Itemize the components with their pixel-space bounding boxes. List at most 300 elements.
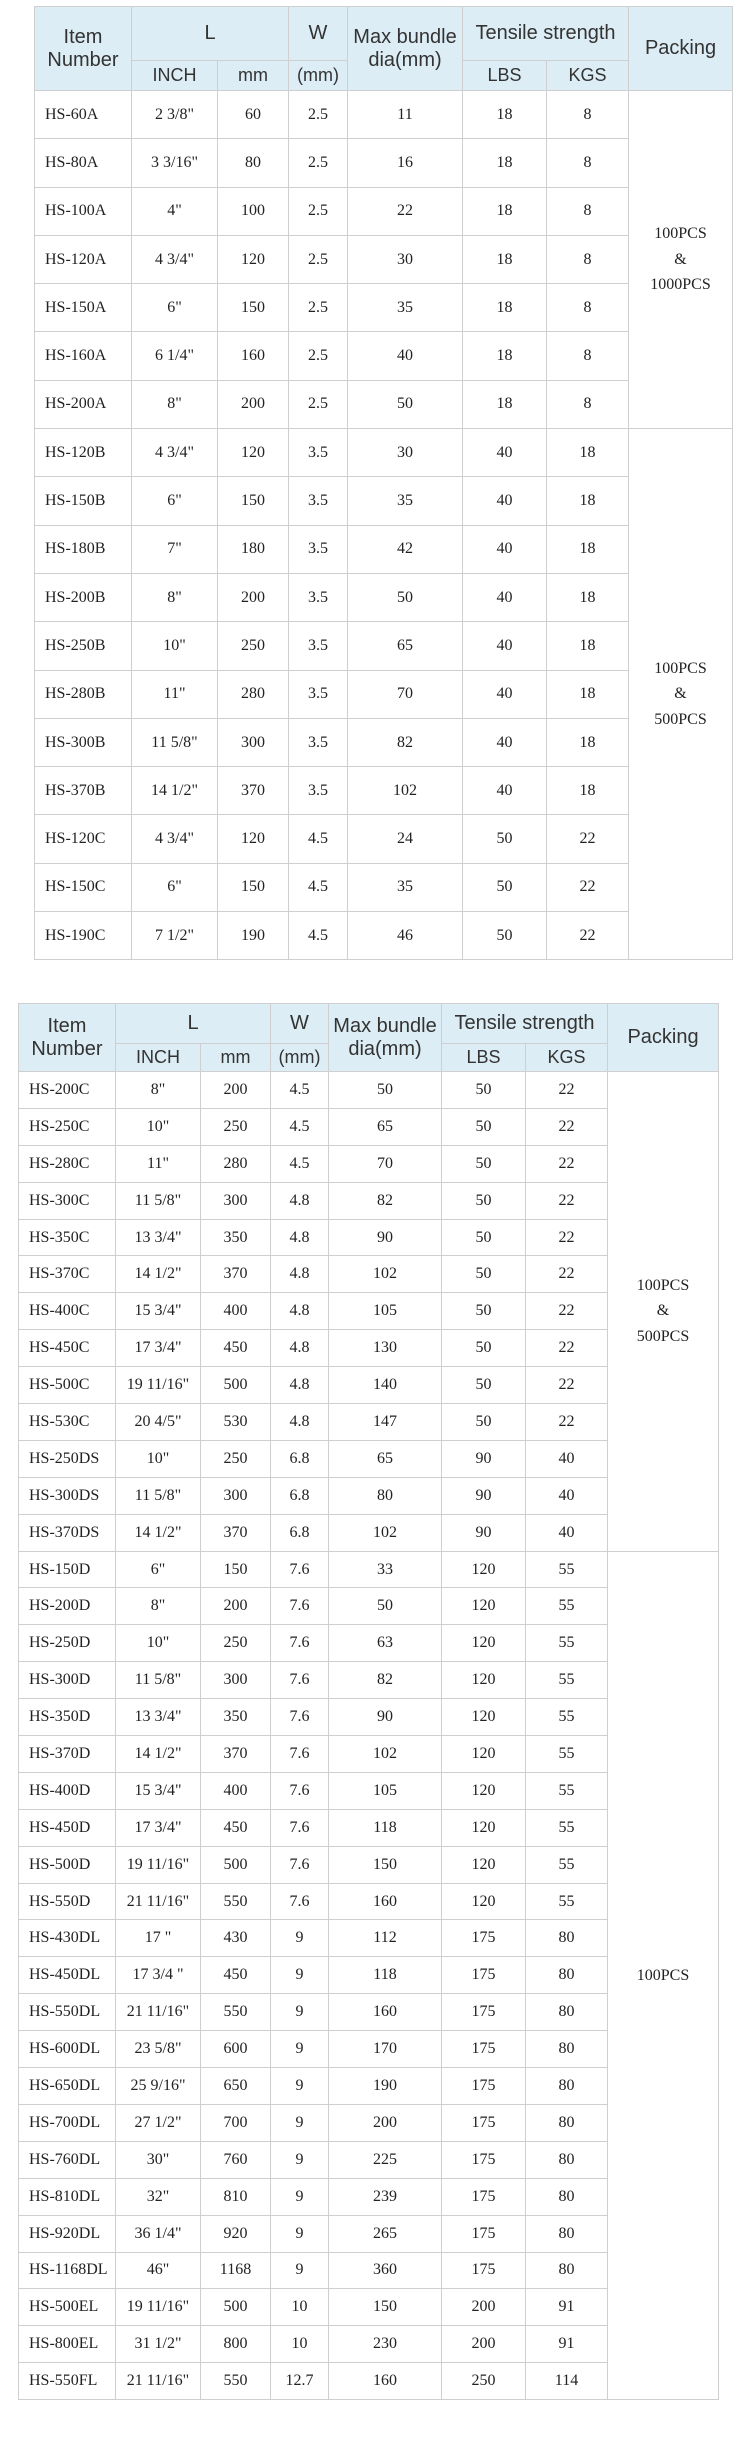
header-lbs: LBS [442, 1044, 526, 1072]
cell-max-bundle-dia: 170 [329, 2031, 442, 2068]
cell-tensile-lbs: 40 [463, 622, 547, 670]
header-kgs: KGS [526, 1044, 608, 1072]
cell-max-bundle-dia: 190 [329, 2068, 442, 2105]
header-width-unit: (mm) [289, 61, 348, 91]
cell-length-mm: 400 [201, 1772, 271, 1809]
cell-width-mm: 4.8 [271, 1256, 329, 1293]
cell-width-mm: 9 [271, 2252, 329, 2289]
spec-table-2-body [19, 1072, 719, 2400]
spec-table-2 [18, 1003, 719, 2400]
cell-length-inch: 17 3/4" [116, 1330, 201, 1367]
header-width-unit: (mm) [271, 1044, 329, 1072]
cell-width-mm: 7.6 [271, 1883, 329, 1920]
cell-width-mm: 2.5 [289, 332, 348, 380]
packing-line: & [674, 685, 687, 703]
cell-item-number: HS-400C [19, 1293, 116, 1330]
cell-max-bundle-dia: 160 [329, 1883, 442, 1920]
cell-max-bundle-dia: 24 [348, 815, 463, 863]
cell-tensile-kgs: 8 [547, 91, 629, 139]
cell-width-mm: 7.6 [271, 1551, 329, 1588]
header-max-bundle: Max bundle dia(mm) [348, 7, 463, 91]
cell-tensile-lbs: 50 [442, 1256, 526, 1293]
cell-tensile-kgs: 91 [526, 2289, 608, 2326]
cell-tensile-kgs: 80 [526, 2068, 608, 2105]
cell-item-number: HS-60A [35, 91, 132, 139]
cell-length-mm: 250 [218, 622, 289, 670]
table-row [35, 815, 733, 863]
cell-tensile-lbs: 18 [463, 332, 547, 380]
cell-item-number: HS-200A [35, 380, 132, 428]
cell-length-mm: 500 [201, 2289, 271, 2326]
cell-width-mm: 6.8 [271, 1514, 329, 1551]
cell-tensile-kgs: 8 [547, 332, 629, 380]
cell-length-mm: 550 [201, 1994, 271, 2031]
cell-max-bundle-dia: 63 [329, 1625, 442, 1662]
cell-tensile-lbs: 50 [442, 1108, 526, 1145]
cell-max-bundle-dia: 102 [348, 767, 463, 815]
cell-tensile-lbs: 120 [442, 1846, 526, 1883]
cell-length-inch: 17 3/4" [116, 1809, 201, 1846]
cell-length-inch: 8" [116, 1588, 201, 1625]
cell-width-mm: 4.8 [271, 1404, 329, 1441]
cell-item-number: HS-810DL [19, 2178, 116, 2215]
cell-max-bundle-dia: 65 [329, 1108, 442, 1145]
cell-length-inch: 7 1/2" [132, 912, 218, 960]
cell-tensile-lbs: 40 [463, 670, 547, 718]
cell-length-mm: 430 [201, 1920, 271, 1957]
cell-item-number: HS-500EL [19, 2289, 116, 2326]
cell-max-bundle-dia: 65 [348, 622, 463, 670]
table-row [35, 525, 733, 573]
packing-line: 100PCS [654, 225, 707, 243]
cell-tensile-kgs: 8 [547, 187, 629, 235]
cell-width-mm: 7.6 [271, 1699, 329, 1736]
cell-width-mm: 9 [271, 2104, 329, 2141]
cell-tensile-lbs: 175 [442, 2068, 526, 2105]
cell-max-bundle-dia: 160 [329, 2363, 442, 2400]
table-row [35, 718, 733, 766]
cell-tensile-kgs: 18 [547, 767, 629, 815]
cell-tensile-lbs: 50 [442, 1293, 526, 1330]
cell-length-inch: 32" [116, 2178, 201, 2215]
cell-length-mm: 810 [201, 2178, 271, 2215]
cell-tensile-lbs: 120 [442, 1736, 526, 1773]
cell-length-inch: 10" [116, 1108, 201, 1145]
header-inch: INCH [116, 1044, 201, 1072]
cell-tensile-lbs: 250 [442, 2363, 526, 2400]
cell-item-number: HS-150C [35, 863, 132, 911]
spec-table-1-body [35, 91, 733, 960]
cell-item-number: HS-100A [35, 187, 132, 235]
cell-tensile-lbs: 40 [463, 525, 547, 573]
cell-length-mm: 120 [218, 235, 289, 283]
cell-width-mm: 9 [271, 1957, 329, 1994]
cell-width-mm: 4.8 [271, 1367, 329, 1404]
cell-tensile-kgs: 8 [547, 139, 629, 187]
cell-length-inch: 11 5/8" [132, 718, 218, 766]
table-row [19, 1551, 719, 1588]
cell-tensile-kgs: 80 [526, 1994, 608, 2031]
cell-tensile-lbs: 50 [463, 863, 547, 911]
cell-tensile-kgs: 55 [526, 1772, 608, 1809]
cell-tensile-lbs: 50 [442, 1219, 526, 1256]
cell-tensile-kgs: 18 [547, 573, 629, 621]
cell-tensile-kgs: 80 [526, 2141, 608, 2178]
cell-tensile-lbs: 50 [442, 1330, 526, 1367]
cell-tensile-lbs: 50 [463, 912, 547, 960]
cell-length-inch: 15 3/4" [116, 1772, 201, 1809]
cell-length-mm: 530 [201, 1404, 271, 1441]
cell-width-mm: 9 [271, 1994, 329, 2031]
table-row [35, 670, 733, 718]
cell-width-mm: 9 [271, 2068, 329, 2105]
cell-packing [608, 1551, 719, 2399]
cell-tensile-lbs: 50 [442, 1145, 526, 1182]
cell-width-mm: 9 [271, 2215, 329, 2252]
header-mm: mm [201, 1044, 271, 1072]
cell-width-mm: 9 [271, 1920, 329, 1957]
cell-length-inch: 19 11/16" [116, 1846, 201, 1883]
cell-tensile-kgs: 55 [526, 1551, 608, 1588]
cell-tensile-kgs: 18 [547, 525, 629, 573]
cell-tensile-lbs: 175 [442, 1957, 526, 1994]
cell-max-bundle-dia: 102 [329, 1256, 442, 1293]
cell-length-mm: 200 [201, 1588, 271, 1625]
cell-tensile-kgs: 80 [526, 2252, 608, 2289]
cell-length-mm: 370 [201, 1256, 271, 1293]
cell-width-mm: 4.8 [271, 1330, 329, 1367]
table-row [35, 912, 733, 960]
cell-length-inch: 25 9/16" [116, 2068, 201, 2105]
cell-tensile-kgs: 22 [547, 912, 629, 960]
cell-max-bundle-dia: 70 [329, 1145, 442, 1182]
cell-length-mm: 180 [218, 525, 289, 573]
cell-tensile-lbs: 120 [442, 1809, 526, 1846]
header-length: L [132, 7, 289, 61]
cell-tensile-kgs: 40 [526, 1477, 608, 1514]
table-row [35, 284, 733, 332]
cell-width-mm: 9 [271, 2141, 329, 2178]
table-row [35, 187, 733, 235]
cell-item-number: HS-500D [19, 1846, 116, 1883]
cell-item-number: HS-450D [19, 1809, 116, 1846]
cell-tensile-kgs: 55 [526, 1846, 608, 1883]
spec-table-1 [34, 6, 733, 960]
cell-length-inch: 20 4/5" [116, 1404, 201, 1441]
cell-tensile-lbs: 120 [442, 1883, 526, 1920]
cell-length-inch: 10" [116, 1625, 201, 1662]
cell-length-mm: 550 [201, 2363, 271, 2400]
cell-tensile-lbs: 90 [442, 1440, 526, 1477]
cell-item-number: HS-250C [19, 1108, 116, 1145]
cell-length-mm: 370 [201, 1514, 271, 1551]
cell-item-number: HS-200D [19, 1588, 116, 1625]
cell-item-number: HS-120B [35, 429, 132, 477]
cell-length-inch: 31 1/2" [116, 2326, 201, 2363]
cell-length-mm: 150 [218, 284, 289, 332]
cell-length-inch: 8" [132, 380, 218, 428]
cell-item-number: HS-120C [35, 815, 132, 863]
header-width: W [271, 1004, 329, 1044]
cell-max-bundle-dia: 150 [329, 1846, 442, 1883]
cell-item-number: HS-300C [19, 1182, 116, 1219]
cell-max-bundle-dia: 82 [348, 718, 463, 766]
cell-tensile-kgs: 55 [526, 1883, 608, 1920]
cell-tensile-lbs: 50 [442, 1072, 526, 1109]
cell-max-bundle-dia: 30 [348, 429, 463, 477]
cell-tensile-lbs: 50 [442, 1404, 526, 1441]
cell-length-mm: 250 [201, 1625, 271, 1662]
cell-max-bundle-dia: 40 [348, 332, 463, 380]
cell-tensile-lbs: 50 [442, 1182, 526, 1219]
packing-line: 500PCS [654, 711, 707, 728]
cell-tensile-lbs: 120 [442, 1588, 526, 1625]
cell-max-bundle-dia: 105 [329, 1772, 442, 1809]
cell-length-inch: 10" [132, 622, 218, 670]
cell-item-number: HS-400D [19, 1772, 116, 1809]
cell-length-inch: 36 1/4" [116, 2215, 201, 2252]
cell-item-number: HS-300B [35, 718, 132, 766]
cell-max-bundle-dia: 46 [348, 912, 463, 960]
cell-max-bundle-dia: 65 [329, 1440, 442, 1477]
cell-length-inch: 6" [132, 284, 218, 332]
cell-width-mm: 3.5 [289, 622, 348, 670]
table-row [35, 235, 733, 283]
cell-item-number: HS-180B [35, 525, 132, 573]
cell-tensile-kgs: 55 [526, 1588, 608, 1625]
cell-width-mm: 7.6 [271, 1772, 329, 1809]
cell-tensile-lbs: 18 [463, 187, 547, 235]
cell-max-bundle-dia: 102 [329, 1736, 442, 1773]
cell-length-mm: 250 [201, 1440, 271, 1477]
cell-width-mm: 6.8 [271, 1440, 329, 1477]
cell-width-mm: 2.5 [289, 235, 348, 283]
cell-item-number: HS-370C [19, 1256, 116, 1293]
cell-length-inch: 7" [132, 525, 218, 573]
cell-max-bundle-dia: 265 [329, 2215, 442, 2252]
cell-length-inch: 27 1/2" [116, 2104, 201, 2141]
packing-line: 1000PCS [650, 276, 711, 294]
cell-max-bundle-dia: 30 [348, 235, 463, 283]
cell-item-number: HS-600DL [19, 2031, 116, 2068]
cell-length-mm: 920 [201, 2215, 271, 2252]
cell-item-number: HS-370D [19, 1736, 116, 1773]
cell-item-number: HS-530C [19, 1404, 116, 1441]
cell-tensile-lbs: 120 [442, 1772, 526, 1809]
cell-width-mm: 4.8 [271, 1293, 329, 1330]
cell-max-bundle-dia: 230 [329, 2326, 442, 2363]
cell-length-mm: 500 [201, 1367, 271, 1404]
header-item-number: Item Number [19, 1004, 116, 1072]
cell-item-number: HS-650DL [19, 2068, 116, 2105]
cell-tensile-kgs: 91 [526, 2326, 608, 2363]
cell-length-inch: 11" [132, 670, 218, 718]
cell-tensile-kgs: 40 [526, 1514, 608, 1551]
cell-tensile-lbs: 90 [442, 1514, 526, 1551]
cell-width-mm: 2.5 [289, 187, 348, 235]
cell-tensile-lbs: 50 [463, 815, 547, 863]
cell-width-mm: 3.5 [289, 429, 348, 477]
cell-item-number: HS-280C [19, 1145, 116, 1182]
cell-length-mm: 200 [201, 1072, 271, 1109]
cell-tensile-kgs: 18 [547, 477, 629, 525]
cell-length-inch: 46" [116, 2252, 201, 2289]
cell-tensile-lbs: 18 [463, 139, 547, 187]
cell-tensile-kgs: 22 [526, 1182, 608, 1219]
cell-max-bundle-dia: 16 [348, 139, 463, 187]
cell-tensile-lbs: 175 [442, 2252, 526, 2289]
header-tensile: Tensile strength [463, 7, 629, 61]
cell-length-inch: 13 3/4" [116, 1219, 201, 1256]
cell-item-number: HS-200B [35, 573, 132, 621]
table-row [35, 622, 733, 670]
table-row [35, 573, 733, 621]
cell-item-number: HS-550D [19, 1883, 116, 1920]
cell-max-bundle-dia: 225 [329, 2141, 442, 2178]
cell-length-mm: 200 [218, 573, 289, 621]
cell-item-number: HS-370DS [19, 1514, 116, 1551]
cell-max-bundle-dia: 147 [329, 1404, 442, 1441]
cell-item-number: HS-450DL [19, 1957, 116, 1994]
cell-width-mm: 7.6 [271, 1736, 329, 1773]
cell-length-inch: 30" [116, 2141, 201, 2178]
cell-tensile-lbs: 120 [442, 1625, 526, 1662]
cell-max-bundle-dia: 50 [348, 573, 463, 621]
cell-tensile-kgs: 55 [526, 1736, 608, 1773]
cell-width-mm: 3.5 [289, 573, 348, 621]
cell-packing [629, 429, 733, 960]
cell-width-mm: 3.5 [289, 767, 348, 815]
cell-max-bundle-dia: 50 [329, 1072, 442, 1109]
cell-length-mm: 60 [218, 91, 289, 139]
cell-width-mm: 4.5 [271, 1145, 329, 1182]
cell-item-number: HS-80A [35, 139, 132, 187]
cell-tensile-lbs: 175 [442, 2031, 526, 2068]
cell-tensile-kgs: 55 [526, 1662, 608, 1699]
cell-length-mm: 80 [218, 139, 289, 187]
cell-length-mm: 400 [201, 1293, 271, 1330]
cell-tensile-kgs: 55 [526, 1809, 608, 1846]
cell-tensile-kgs: 18 [547, 429, 629, 477]
cell-tensile-kgs: 55 [526, 1625, 608, 1662]
cell-width-mm: 4.8 [271, 1182, 329, 1219]
cell-item-number: HS-500C [19, 1367, 116, 1404]
header-lbs: LBS [463, 61, 547, 91]
cell-item-number: HS-430DL [19, 1920, 116, 1957]
cell-tensile-kgs: 22 [526, 1145, 608, 1182]
cell-item-number: HS-920DL [19, 2215, 116, 2252]
cell-tensile-kgs: 8 [547, 380, 629, 428]
cell-tensile-kgs: 18 [547, 718, 629, 766]
cell-width-mm: 7.6 [271, 1809, 329, 1846]
cell-width-mm: 4.8 [271, 1219, 329, 1256]
cell-tensile-lbs: 175 [442, 2215, 526, 2252]
header-kgs: KGS [547, 61, 629, 91]
packing-line: 100PCS [636, 1276, 690, 1294]
cell-width-mm: 6.8 [271, 1477, 329, 1514]
cell-width-mm: 3.5 [289, 525, 348, 573]
cell-tensile-kgs: 22 [526, 1108, 608, 1145]
cell-length-mm: 650 [201, 2068, 271, 2105]
cell-length-mm: 300 [201, 1182, 271, 1219]
table-row [19, 1072, 719, 1109]
cell-tensile-kgs: 55 [526, 1699, 608, 1736]
cell-item-number: HS-150D [19, 1551, 116, 1588]
cell-length-inch: 21 11/16" [116, 2363, 201, 2400]
cell-width-mm: 7.6 [271, 1625, 329, 1662]
cell-item-number: HS-300DS [19, 1477, 116, 1514]
cell-item-number: HS-550FL [19, 2363, 116, 2400]
cell-tensile-kgs: 22 [526, 1367, 608, 1404]
cell-item-number: HS-190C [35, 912, 132, 960]
cell-item-number: HS-300D [19, 1662, 116, 1699]
cell-packing [629, 91, 733, 429]
cell-item-number: HS-370B [35, 767, 132, 815]
cell-length-mm: 150 [218, 477, 289, 525]
cell-tensile-lbs: 120 [442, 1699, 526, 1736]
cell-max-bundle-dia: 42 [348, 525, 463, 573]
cell-max-bundle-dia: 82 [329, 1182, 442, 1219]
cell-width-mm: 7.6 [271, 1588, 329, 1625]
cell-max-bundle-dia: 105 [329, 1293, 442, 1330]
cell-max-bundle-dia: 90 [329, 1699, 442, 1736]
cell-max-bundle-dia: 82 [329, 1662, 442, 1699]
cell-max-bundle-dia: 130 [329, 1330, 442, 1367]
cell-item-number: HS-160A [35, 332, 132, 380]
table-row [35, 91, 733, 139]
cell-tensile-lbs: 40 [463, 718, 547, 766]
cell-packing [608, 1072, 719, 1552]
header-item-number: Item Number [35, 7, 132, 91]
cell-item-number: HS-250D [19, 1625, 116, 1662]
header-packing: Packing [608, 1004, 719, 1072]
cell-tensile-kgs: 18 [547, 670, 629, 718]
cell-max-bundle-dia: 80 [329, 1477, 442, 1514]
cell-item-number: HS-350D [19, 1699, 116, 1736]
cell-tensile-lbs: 18 [463, 380, 547, 428]
table-row [35, 139, 733, 187]
header-width: W [289, 7, 348, 61]
cell-tensile-kgs: 22 [526, 1293, 608, 1330]
cell-tensile-lbs: 200 [442, 2289, 526, 2326]
cell-length-mm: 300 [201, 1662, 271, 1699]
cell-length-mm: 450 [201, 1957, 271, 1994]
table-row [35, 863, 733, 911]
cell-width-mm: 7.6 [271, 1846, 329, 1883]
cell-tensile-lbs: 90 [442, 1477, 526, 1514]
cell-length-mm: 150 [218, 863, 289, 911]
cell-item-number: HS-200C [19, 1072, 116, 1109]
cell-length-mm: 350 [201, 1699, 271, 1736]
cell-length-inch: 19 11/16" [116, 1367, 201, 1404]
cell-width-mm: 2.5 [289, 139, 348, 187]
cell-tensile-kgs: 80 [526, 2104, 608, 2141]
cell-length-mm: 800 [201, 2326, 271, 2363]
cell-tensile-lbs: 40 [463, 429, 547, 477]
cell-length-mm: 350 [201, 1219, 271, 1256]
packing-line: & [674, 250, 687, 268]
header-inch: INCH [132, 61, 218, 91]
cell-max-bundle-dia: 50 [329, 1588, 442, 1625]
cell-length-inch: 21 11/16" [116, 1994, 201, 2031]
cell-length-mm: 190 [218, 912, 289, 960]
cell-width-mm: 7.6 [271, 1662, 329, 1699]
cell-tensile-kgs: 22 [526, 1219, 608, 1256]
cell-length-inch: 8" [116, 1072, 201, 1109]
cell-max-bundle-dia: 102 [329, 1514, 442, 1551]
cell-tensile-kgs: 8 [547, 235, 629, 283]
cell-length-mm: 160 [218, 332, 289, 380]
